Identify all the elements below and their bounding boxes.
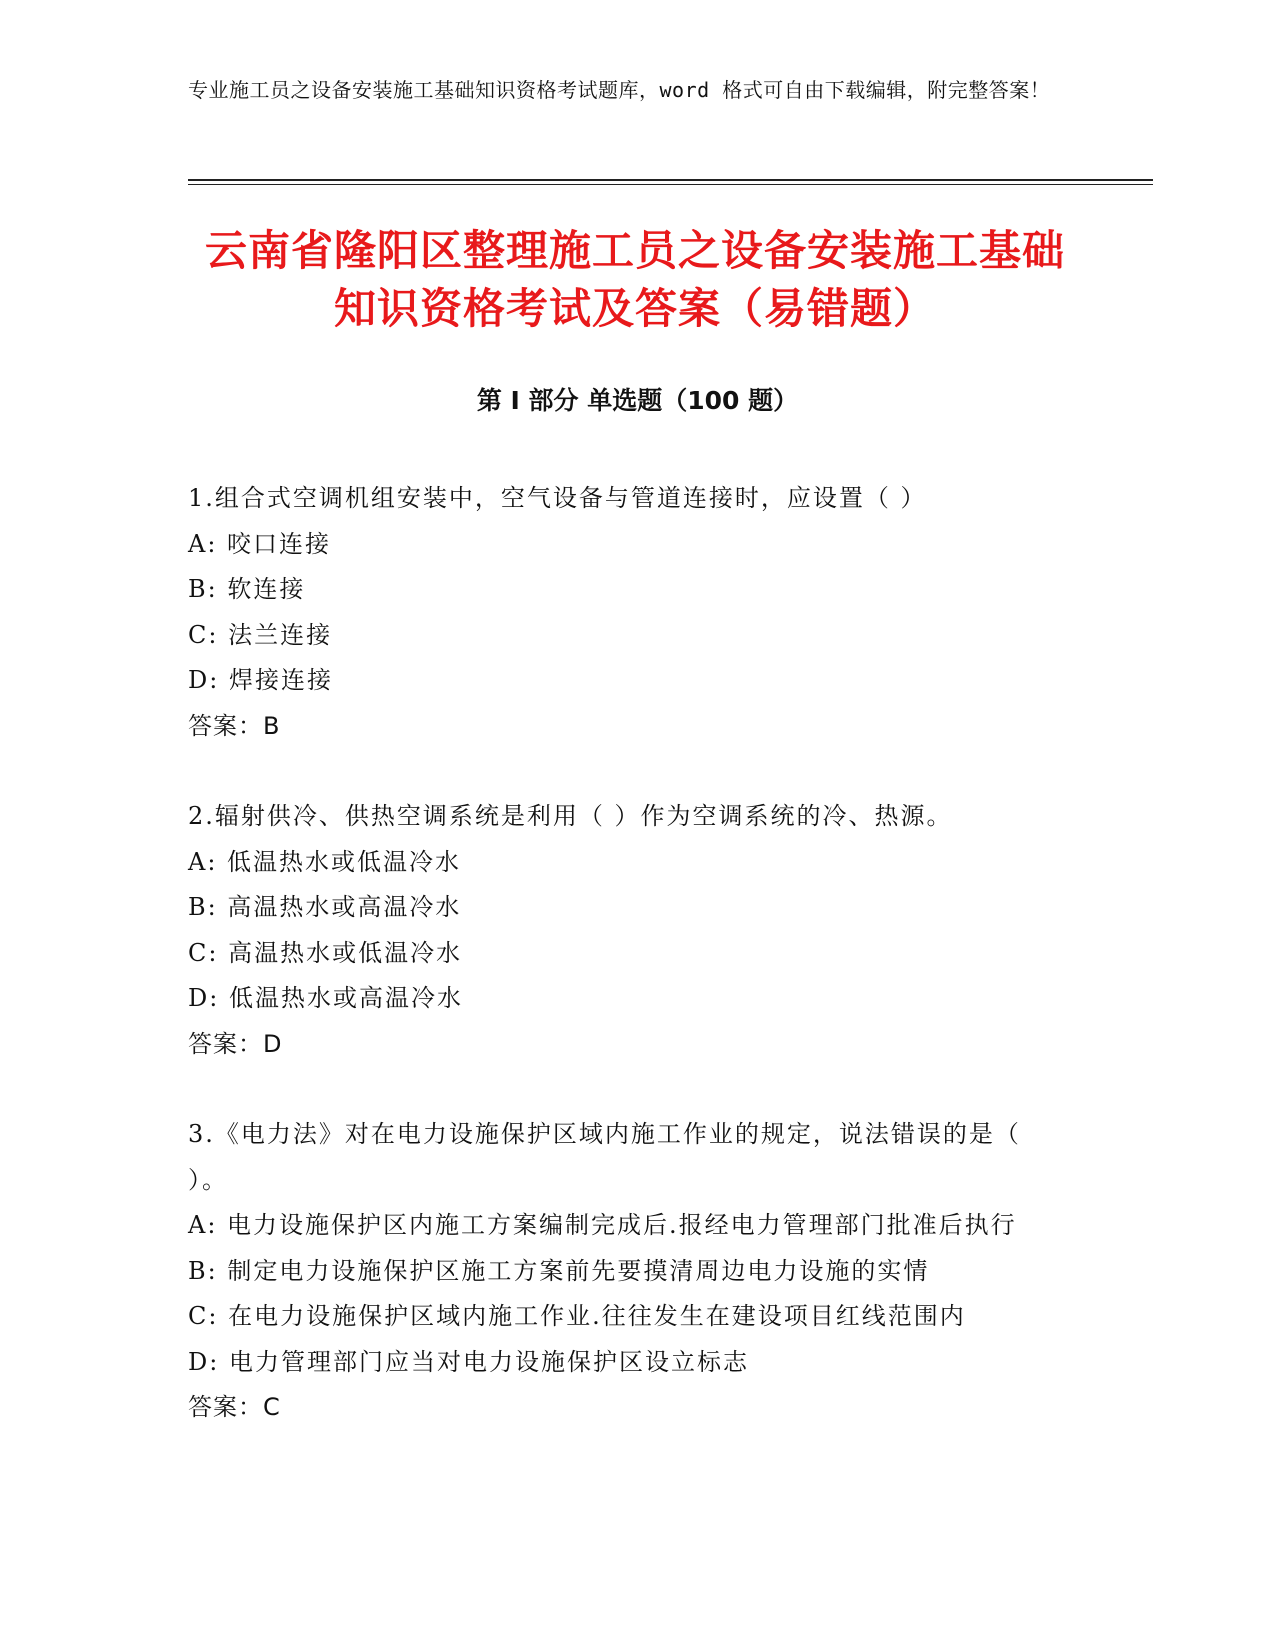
option-b: B: 软连接	[188, 575, 306, 603]
question-stem: 2.辐射供冷、供热空调系统是利用（ ）作为空调系统的冷、热源。	[188, 802, 953, 830]
option-d: D: 低温热水或高温冷水	[188, 984, 463, 1012]
answer-line: 答案：D	[188, 1029, 283, 1058]
option-c: C: 法兰连接	[188, 620, 333, 649]
section-heading: 第 I 部分 单选题（100 题）	[476, 386, 799, 415]
option-d: D: 电力管理部门应当对电力设施保护区设立标志	[188, 1347, 749, 1376]
header-note: 专业施工员之设备安装施工基础知识资格考试题库，word 格式可自由下载编辑，附完整答案！	[188, 78, 1051, 102]
question-item	[188, 1112, 1068, 1431]
question-list	[188, 476, 1068, 1476]
option-d: D: 焊接连接	[188, 666, 333, 694]
option-c: C: 高温热水或低温冷水	[188, 938, 463, 967]
answer-line: 答案：B	[188, 711, 281, 740]
option-b: B: 制定电力设施保护区施工方案前先要摸清周边电力设施的实情	[188, 1256, 930, 1285]
document-title: 云南省隆阳区整理施工员之设备安装施工基础知识资格考试及答案（易错题）	[204, 226, 1065, 333]
option-a: A: 咬口连接	[188, 529, 332, 558]
question-stem: 3.《电力法》对在电力设施保护区域内施工作业的规定，说法错误的是（ ）。	[188, 1120, 1021, 1194]
header-divider-thick	[188, 179, 1153, 181]
option-c: C: 在电力设施保护区域内施工作业.往往发生在建设项目红线范围内	[188, 1302, 966, 1330]
answer-line: 答案：C	[188, 1393, 281, 1421]
option-a: A: 电力设施保护区内施工方案编制完成后.报经电力管理部门批准后执行	[188, 1211, 1017, 1239]
header-divider-thin	[188, 184, 1153, 185]
question-item	[188, 794, 1068, 1067]
question-item	[188, 476, 1068, 749]
option-a: A: 低温热水或低温冷水	[188, 847, 462, 876]
question-stem: 1.组合式空调机组安装中，空气设备与管道连接时，应设置（ ）	[188, 484, 927, 512]
option-b: B: 高温热水或高温冷水	[188, 893, 462, 921]
